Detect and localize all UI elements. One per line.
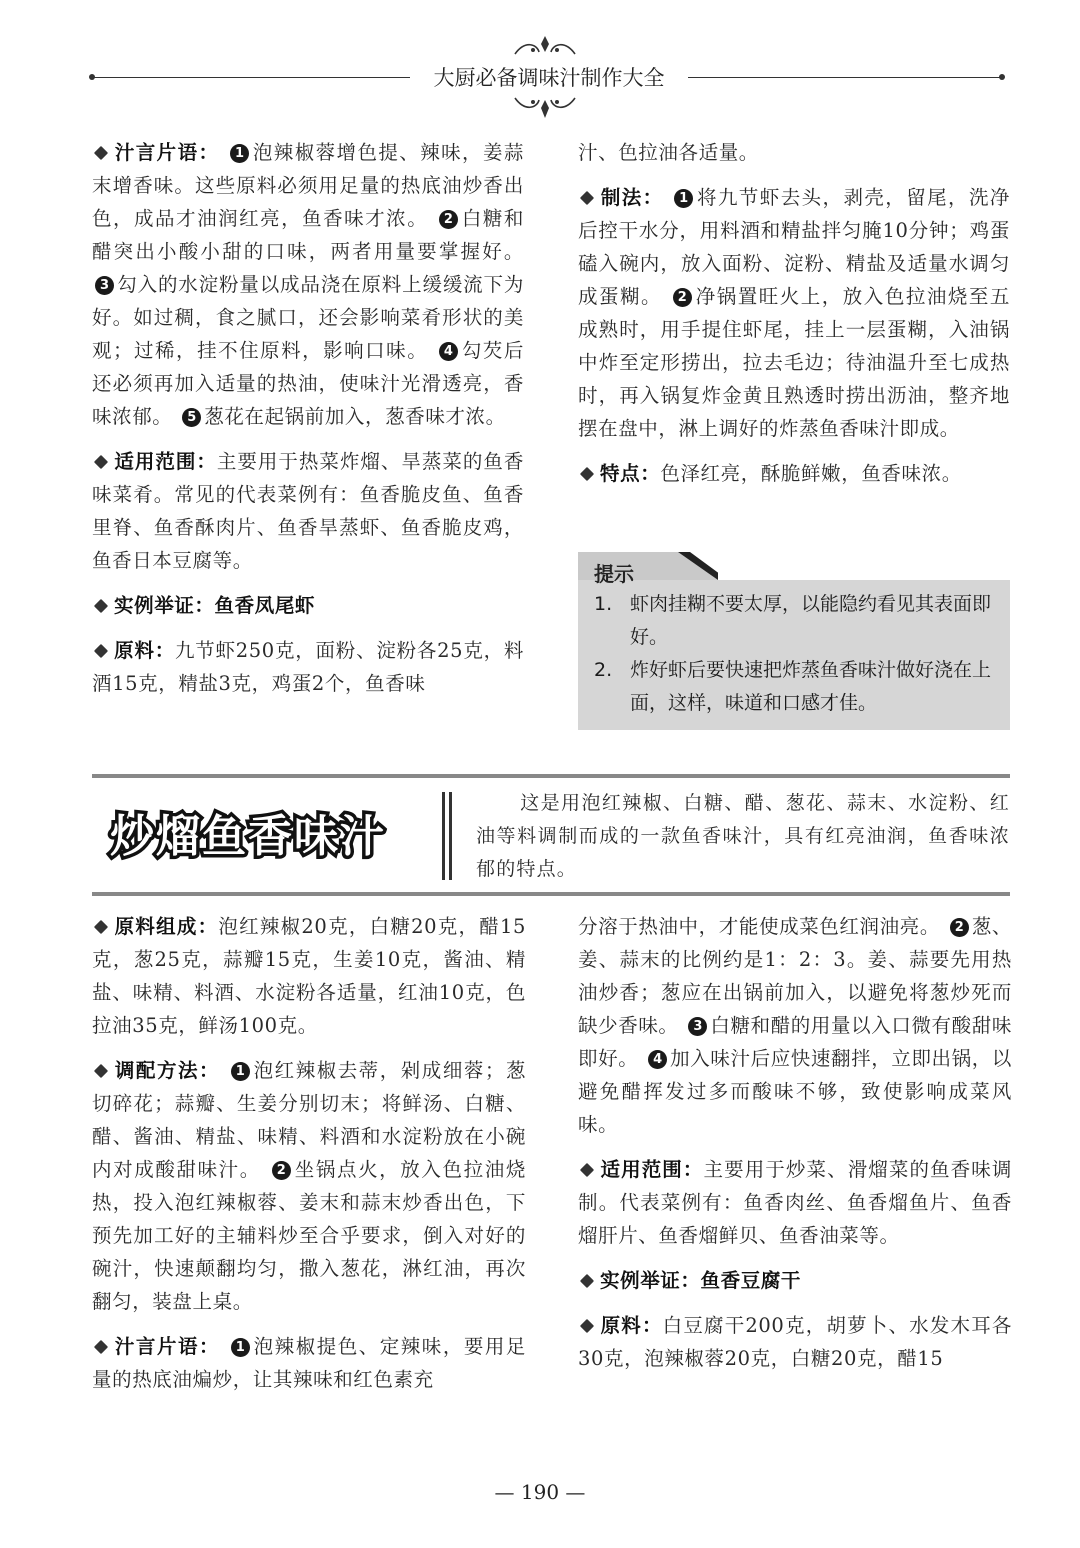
bullet-diamond-icon <box>94 145 108 159</box>
example-dish-name: 鱼香豆腐干 <box>700 1269 802 1292</box>
example-paragraph <box>92 589 524 622</box>
section-rule-top <box>92 774 1010 778</box>
tips-continuation: 分溶于热油中，才能使成菜色红润油亮。 <box>578 915 940 938</box>
running-header-title: 大厨必备调味汁制作大全 <box>433 66 665 90</box>
ingredients-paragraph <box>92 634 524 700</box>
scope-label: 适用范围： <box>114 450 217 473</box>
number-badge-3: 3 <box>95 276 114 295</box>
page-number: — 190 — <box>494 1480 586 1504</box>
tip-item-text: 炸好虾后要快速把炸蒸鱼香味汁做好浇在上面，这样，味道和口感才佳。 <box>630 659 992 714</box>
header-ornament-top-icon <box>505 30 585 62</box>
feature-text: 色泽红亮，酥脆鲜嫩，鱼香味浓。 <box>660 462 962 485</box>
tip-list <box>594 588 999 720</box>
section-title: 炒熘鱼香味汁 <box>110 811 386 862</box>
header-ornament-bottom-icon <box>505 92 585 122</box>
top-right-column <box>578 136 1010 502</box>
prep-step-1: 泡红辣椒去蒂，剁成细蓉；葱切碎花；蒜瓣、生姜分别切末；将鲜汤、白糖、醋、酱油、精盐、味精、料酒和水淀粉放在小碗内对成酸甜味汁。 <box>92 1059 526 1181</box>
section-rule-bottom <box>92 892 1010 896</box>
prep-step-2: 坐锅点火，放入色拉油烧热，投入泡红辣椒蓉、姜末和蒜末炒香出色，下预先加工好的主辅料炒至合乎要求，倒入对好的碗汁，快速颠翻均匀，撒入葱花，淋红油，再次翻匀，装盘上桌。 <box>92 1158 526 1313</box>
bullet-diamond-icon <box>94 919 108 933</box>
section-divider-bar <box>449 792 452 880</box>
header-rule-dot-left <box>89 74 95 80</box>
ingredients-label: 原料： <box>600 1314 663 1337</box>
ingredients-continuation: 汁、色拉油各适量。 <box>578 141 759 164</box>
ingredients-paragraph <box>578 1309 1012 1375</box>
tip-text-3: 白糖和醋的用量以入口微有酸甜味即好。 <box>578 1014 1012 1070</box>
ingredients-text: 九节虾250克，面粉、淀粉各25克，料酒15克，精盐3克，鸡蛋2个，鱼香味 <box>92 639 524 695</box>
bullet-diamond-icon <box>94 454 108 468</box>
number-badge-2: 2 <box>950 918 969 937</box>
tip-item-number: 2. <box>594 659 613 681</box>
tip-text-2: 白糖和醋突出小酸小甜的口味，两者用量要掌握好。 <box>92 207 524 263</box>
composition-text: 泡红辣椒20克，白糖20克，醋15克，葱25克，蒜瓣15克，生姜10克，酱油、精盐、味精、料酒、水淀粉各适量，红油10克，色拉油35克，鲜汤100克。 <box>92 915 526 1037</box>
number-badge-1: 1 <box>674 189 693 208</box>
number-badge-4: 4 <box>439 342 458 361</box>
tip-text-5: 葱花在起锅前加入，葱香味才浓。 <box>204 405 506 428</box>
bullet-diamond-icon <box>580 190 594 204</box>
composition-label: 原料组成： <box>114 915 219 938</box>
method-paragraph <box>578 181 1010 445</box>
example-label: 实例举证： <box>600 1269 701 1292</box>
number-badge-2: 2 <box>272 1161 291 1180</box>
tip-title: 提示 <box>594 562 634 586</box>
tip-item <box>594 654 999 720</box>
prep-method-label: 调配方法： <box>114 1059 221 1082</box>
bullet-diamond-icon <box>580 1162 594 1176</box>
scope-paragraph <box>92 445 524 577</box>
number-badge-2: 2 <box>439 210 458 229</box>
example-paragraph <box>578 1264 1012 1297</box>
tip-text-1: 泡辣椒蓉增色提、辣味，姜蒜末增香味。这些原料必须用足量的热底油炒香出色，成品才油润红亮，鱼香味才浓。 <box>92 141 524 230</box>
number-badge-2: 2 <box>673 288 692 307</box>
bottom-left-column <box>92 910 526 1408</box>
prep-method-paragraph <box>92 1054 526 1318</box>
scope-text: 主要用于炒菜、滑熘菜的鱼香味调制。代表菜例有：鱼香肉丝、鱼香熘鱼片、鱼香熘肝片、鱼香熘鲜贝、鱼香油菜等。 <box>578 1158 1012 1247</box>
tip-text-4: 勾芡后还必须再加入适量的热油，使味汁光滑透亮，香味浓郁。 <box>92 339 524 428</box>
tip-text-3: 勾入的水淀粉量以成品浇在原料上缓缓流下为好。如过稠，食之腻口，还会影响菜肴形状的美观；过稀，挂不住原料，影响口味。 <box>92 273 524 362</box>
bullet-diamond-icon <box>94 643 108 657</box>
scope-label: 适用范围： <box>600 1158 704 1181</box>
number-badge-1: 1 <box>231 1338 250 1357</box>
method-step-2: 净锅置旺火上，放入色拉油烧至五成熟时，用手提住虾尾，挂上一层蛋糊，入油锅中炸至定形捞出，拉去毛边；待油温升至七成热时，再入锅复炸金黄且熟透时捞出沥油，整齐地摆在盘中，淋上调好的炸蒸鱼香味汁即成。 <box>578 285 1010 440</box>
scope-text: 主要用于热菜炸熘、旱蒸菜的鱼香味菜肴。常见的代表菜例有：鱼香脆皮鱼、鱼香里脊、鱼香酥肉片、鱼香旱蒸虾、鱼香脆皮鸡，鱼香日本豆腐等。 <box>92 450 524 572</box>
tip-text-1: 泡辣椒提色、定辣味，要用足量的热底油煸炒，让其辣味和红色素充 <box>92 1335 526 1391</box>
tip-text-2: 葱、姜、蒜末的比例约是1：2：3。姜、蒜要先用热油炒香；葱应在出锅前加入，以避免将葱炒死而缺少香味。 <box>578 915 1012 1037</box>
header-rule-right <box>688 77 1002 78</box>
ingredients-label: 原料： <box>114 639 175 662</box>
tip-item <box>594 588 999 654</box>
example-dish-name: 鱼香凤尾虾 <box>214 594 316 617</box>
tips-paragraph <box>92 1330 526 1396</box>
section-intro-text: 这是用泡红辣椒、白糖、醋、葱花、蒜末、水淀粉、红油等料调制而成的一款鱼香味汁，具有红亮油润，鱼香味浓郁的特点。 <box>476 792 1010 880</box>
example-label: 实例举证： <box>114 594 215 617</box>
section-intro <box>476 787 1010 886</box>
header-rule-left <box>92 77 410 78</box>
bullet-diamond-icon <box>94 1063 108 1077</box>
scope-paragraph <box>578 1153 1012 1252</box>
feature-paragraph <box>578 457 1010 490</box>
tip-box <box>578 552 1010 730</box>
number-badge-3: 3 <box>688 1017 707 1036</box>
section-divider-bar <box>442 792 445 880</box>
bullet-diamond-icon <box>580 1318 594 1332</box>
method-label: 制法： <box>600 186 664 209</box>
bullet-diamond-icon <box>580 1273 594 1287</box>
section-title-block <box>110 800 430 872</box>
tips-continuation-paragraph <box>578 910 1012 1141</box>
bullet-diamond-icon <box>94 1339 108 1353</box>
number-badge-1: 1 <box>231 1062 250 1081</box>
top-left-column <box>92 136 524 712</box>
bullet-diamond-icon <box>580 466 594 480</box>
tips-paragraph <box>92 136 524 433</box>
method-step-1: 将九节虾去头，剥壳，留尾，洗净后控干水分，用料酒和精盐拌匀腌10分钟；鸡蛋磕入碗内，放入面粉、淀粉、精盐及适量水调匀成蛋糊。 <box>578 186 1010 308</box>
number-badge-4: 4 <box>648 1050 667 1069</box>
tip-item-text: 虾肉挂糊不要太厚，以能隐约看见其表面即好。 <box>630 593 992 648</box>
number-badge-1: 1 <box>230 144 249 163</box>
tip-item-number: 1. <box>594 593 613 615</box>
bullet-diamond-icon <box>94 598 108 612</box>
tips-label: 汁言片语： <box>114 1335 221 1358</box>
feature-label: 特点： <box>600 462 661 485</box>
composition-paragraph <box>92 910 526 1042</box>
bottom-right-column <box>578 910 1012 1387</box>
tip-text-4: 加入味汁后应快速翻拌，立即出锅，以避免醋挥发过多而酸味不够，致使影响成菜风味。 <box>578 1047 1012 1136</box>
tips-label: 汁言片语： <box>114 141 220 164</box>
number-badge-5: 5 <box>182 408 201 427</box>
header-rule-dot-right <box>999 74 1005 80</box>
ingredients-text: 白豆腐干200克，胡萝卜、水发木耳各30克，泡辣椒蓉20克，白糖20克，醋15 <box>578 1314 1012 1370</box>
